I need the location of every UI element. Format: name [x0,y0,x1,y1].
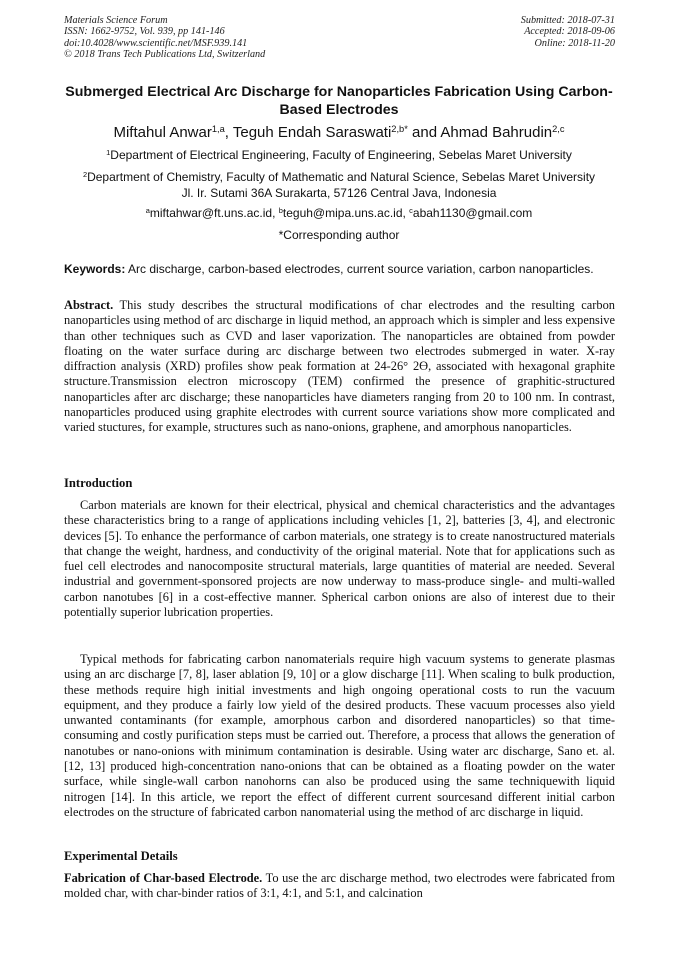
author-sup: 2,c [552,123,565,134]
experimental-paragraph [64,871,615,902]
experimental-text: To use the arc discharge method, two electrodes were fabricated from molded char, with char-binder ratios of 3:1, 4:1, and 5:1, and calcination [64,871,615,901]
doi: doi:10.4028/www.scientific.net/MSF.939.141 [64,37,248,49]
email-address[interactable]: teguh@mipa.uns.ac.id [282,206,403,220]
author-sup: 2,b* [391,123,408,134]
copyright: © 2018 Trans Tech Publications Ltd, Switzerland [64,48,266,60]
abstract-label: Abstract. [64,298,114,312]
keywords [64,262,616,277]
author-list [40,123,638,143]
abstract-text: This study describes the structural modifications of char electrodes and the resulting carbon nanoparticles using method of arc discharge in liquid method, an approach which is simpler and less expensive than other techniques such as CVD and laser vaporization. The nanoparticles are obtained from powder floating on the water surface during arc discharge between two electrodes submerged in water. X-ray diffraction analysis (XRD) profiles show peak formation at 24-26° 2ϴ, associated with hexagonal graphite structure.Transmission electron microscopy (TEM) confirmed the presence of graphitic-structured nanoparticles after arc discharge; these nanoparticles have diameters ranging from 20 to 100 nm. In contrast, nanoparticles produced using graphite electrodes with current source variations show more complicated and varied stuctures, for example, structures such as nano-onions, graphene, and amorphous nanoparticles. [64,298,615,435]
submitted-date: Submitted: 2018-07-31 [520,15,615,26]
keywords-text: Arc discharge, carbon-based electrodes, current source variation, carbon nanoparticles. [125,262,594,276]
affiliation-2 [40,170,638,201]
email-address[interactable]: abah1130@gmail.com [412,206,533,220]
author-sep: and [407,124,441,141]
corresponding-author-note: *Corresponding author [278,228,400,242]
email-sep: , [272,206,279,220]
affiliation-sup: 1 [106,147,111,157]
author-name: Teguh Endah Saraswati [232,124,392,141]
email-sup: c [409,205,413,215]
email-sup: a [145,205,150,215]
introduction-heading: Introduction [64,476,133,490]
online-date: Online: 2018-11-20 [534,37,615,49]
email-address[interactable]: miftahwar@ft.uns.ac.id [149,206,273,220]
affiliation-text: Department of Electrical Engineering, Faculty of Engineering, Sebelas Maret University [110,148,572,162]
abstract [64,298,615,436]
affiliation-address: Jl. Ir. Sutami 36A Surakarta, 57126 Central Java, Indonesia [181,185,497,200]
journal-name: Materials Science Forum [64,15,168,26]
journal-header [64,15,265,60]
issn-volume: ISSN: 1662-9752, Vol. 939, pp 141-146 [64,26,225,38]
author-sep: , [224,124,233,141]
experimental-subheading: Fabrication of Char-based Electrode. [64,871,263,885]
keywords-label: Keywords: [64,262,126,276]
affiliation-text: Department of Chemistry, Faculty of Mathematic and Natural Science, Sebelas Maret University [87,170,596,184]
affiliation-sup: 2 [82,169,88,179]
email-sup: b [278,205,283,215]
experimental-heading: Experimental Details [64,849,178,863]
email-sep: , [402,206,410,220]
author-sup: 1,a [211,123,225,134]
dates-header [521,15,615,49]
affiliation-1 [40,148,638,164]
accepted-date: Accepted: 2018-09-06 [524,26,615,38]
author-name: Ahmad Bahrudin [440,124,553,141]
email-list [40,206,638,221]
introduction-paragraph: Typical methods for fabricating carbon nanomaterials require high vacuum systems to generate plasmas using an arc discharge [7, 8], laser ablation [9, 10] or a glow discharge [11]. When scaling to bulk production, these methods require high initial investments and high ongoing operational costs to run the vacuum equipment, and they produce a fairly low yield of the desired products. These vacuum processes also yield unwanted contaminants (for example, amorphous carbon and disordered nanoparticles) so that time-consuming and costly purification steps must be carried out. Therefore, a process that allows the generation of nanotubes or nano-onions with minimum contamination is desirable. Using water arc discharge, Sano et. al. [12, 13] produced high-concentration nano-onions that can be obtained as a floating powder on the water surface, while single-wall carbon nanohorns can also be produced using the same techniquewith liquid nitrogen [14]. In this article, we report the effect of different current sourcesand different initial carbon electrodes on the structure of fabricated carbon nanomaterial using the method of arc discharge in liquid. [64,652,615,819]
paper-title: Submerged Electrical Arc Discharge for Nanoparticles Fabrication Using Carbon-Based Electrodes [65,84,613,118]
introduction-paragraph: Carbon materials are known for their electrical, physical and chemical characteristics and the advantages these characteristics bring to a range of applications including vehicles [1, 2], batteries [3, 4], and electronic devices [5]. To enhance the performance of carbon materials, one strategy is to create nanostructured materials that change the weight, hardness, and conductivity of the original material. Note that for applications such as fuel cell electrodes and nanocomposite structural materials, large quantities of material are needed. Several industrial and government-sponsored projects are now underway to mass-produce single- and multi-walled carbon nanotubes [6] in a cost-effective manner. Spherical carbon onions are also of interest due to their potentially superior lubrication properties. [64,498,615,620]
author-name: Miftahul Anwar [113,124,212,141]
